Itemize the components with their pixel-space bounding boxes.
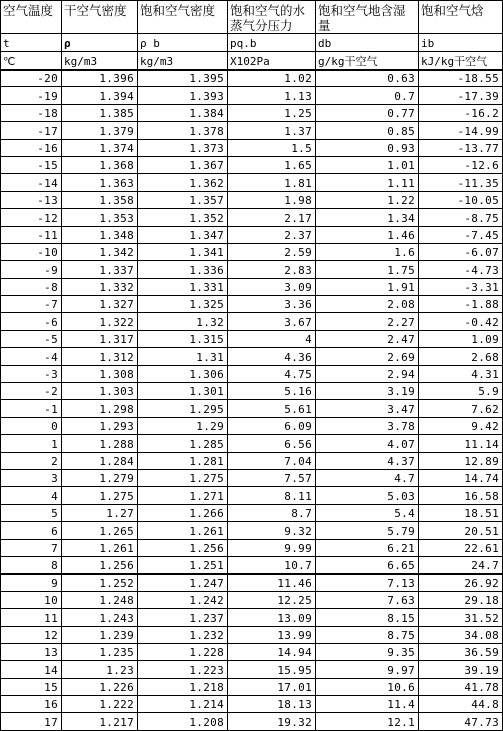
table-cell[interactable]: 1.261 bbox=[62, 539, 138, 556]
table-cell[interactable]: -14 bbox=[1, 174, 62, 191]
table-cell[interactable]: 0.85 bbox=[316, 122, 419, 139]
table-row bbox=[1, 348, 503, 365]
table-cell[interactable]: 5.79 bbox=[316, 522, 419, 539]
table-cell[interactable]: 1.81 bbox=[228, 174, 316, 191]
table-cell[interactable]: 1.368 bbox=[62, 156, 138, 173]
table-cell[interactable]: -3 bbox=[1, 365, 62, 382]
table-cell[interactable]: 1.243 bbox=[62, 609, 138, 626]
table-cell[interactable]: 1.239 bbox=[62, 626, 138, 643]
table-cell[interactable]: 1.91 bbox=[316, 278, 419, 295]
table-cell[interactable]: 1.37 bbox=[228, 122, 316, 139]
table-row bbox=[1, 174, 503, 191]
table-row bbox=[1, 591, 503, 608]
table-cell[interactable]: 0.93 bbox=[316, 139, 419, 156]
table-cell[interactable]: 1.22 bbox=[316, 191, 419, 208]
table-cell[interactable]: -0.42 bbox=[419, 313, 503, 330]
table-cell[interactable]: 1.34 bbox=[316, 209, 419, 226]
table-cell[interactable]: 1.256 bbox=[62, 556, 138, 573]
table-cell[interactable]: 1.235 bbox=[62, 643, 138, 660]
table-cell[interactable]: 5.61 bbox=[228, 400, 316, 417]
table-cell[interactable]: 1.226 bbox=[62, 678, 138, 695]
header-title-cell[interactable]: 干空气密度 bbox=[62, 1, 138, 34]
table-cell[interactable]: 4.75 bbox=[228, 365, 316, 382]
table-cell[interactable]: 1.373 bbox=[138, 139, 228, 156]
table-cell[interactable]: 15.95 bbox=[228, 661, 316, 678]
table-cell[interactable]: 8.15 bbox=[316, 609, 419, 626]
header-title-cell[interactable]: 饱和空气焓 bbox=[419, 1, 503, 34]
table-cell[interactable]: 1.279 bbox=[62, 469, 138, 486]
table-cell[interactable]: 2.94 bbox=[316, 365, 419, 382]
table-cell[interactable]: 1.27 bbox=[62, 504, 138, 521]
table-cell[interactable]: 1.217 bbox=[62, 713, 138, 730]
table-cell[interactable]: 3.09 bbox=[228, 278, 316, 295]
table-cell[interactable]: 9.97 bbox=[316, 661, 419, 678]
table-cell[interactable]: 10.7 bbox=[228, 556, 316, 573]
table-cell[interactable]: 1.31 bbox=[138, 348, 228, 365]
table-cell[interactable]: 1.317 bbox=[62, 330, 138, 347]
table-cell[interactable]: 6.56 bbox=[228, 435, 316, 452]
table-cell[interactable]: 1.301 bbox=[138, 383, 228, 400]
table-cell[interactable]: 1.281 bbox=[138, 452, 228, 469]
table-cell[interactable]: 3.67 bbox=[228, 313, 316, 330]
table-cell[interactable]: 7.13 bbox=[316, 574, 419, 591]
table-cell[interactable]: 4.07 bbox=[316, 435, 419, 452]
header-unit-cell[interactable]: X102Pa bbox=[228, 52, 316, 70]
table-cell[interactable]: 1.337 bbox=[62, 261, 138, 278]
table-cell[interactable]: 11.4 bbox=[316, 696, 419, 713]
table-cell[interactable]: 1.341 bbox=[138, 243, 228, 260]
table-cell[interactable]: 12.1 bbox=[316, 713, 419, 730]
table-cell[interactable]: 11.14 bbox=[419, 435, 503, 452]
table-cell[interactable]: 3.78 bbox=[316, 417, 419, 434]
table-cell[interactable]: 10.6 bbox=[316, 678, 419, 695]
table-cell[interactable]: 8.75 bbox=[316, 626, 419, 643]
table-cell[interactable]: 14 bbox=[1, 661, 62, 678]
table-cell[interactable]: 9.42 bbox=[419, 417, 503, 434]
table-cell[interactable]: 4 bbox=[228, 330, 316, 347]
header-symbol-cell[interactable]: t bbox=[1, 34, 62, 52]
table-cell[interactable]: 1.395 bbox=[138, 70, 228, 87]
table-cell[interactable]: -2 bbox=[1, 383, 62, 400]
header-symbol-cell[interactable]: pq.b bbox=[228, 34, 316, 52]
table-cell[interactable]: 1.285 bbox=[138, 435, 228, 452]
table-cell[interactable]: 1.65 bbox=[228, 156, 316, 173]
table-row bbox=[1, 296, 503, 313]
table-cell[interactable]: 1.358 bbox=[62, 191, 138, 208]
table-cell[interactable]: 9.32 bbox=[228, 522, 316, 539]
table-cell[interactable]: 1.232 bbox=[138, 626, 228, 643]
table-cell[interactable]: -20 bbox=[1, 70, 62, 87]
table-cell[interactable]: 1.336 bbox=[138, 261, 228, 278]
table-cell[interactable]: 1.252 bbox=[62, 574, 138, 591]
table-cell[interactable]: 2.47 bbox=[316, 330, 419, 347]
table-row bbox=[1, 139, 503, 156]
table-cell[interactable]: 1.347 bbox=[138, 226, 228, 243]
table-cell[interactable]: 31.52 bbox=[419, 609, 503, 626]
table-row bbox=[1, 556, 503, 573]
table-cell[interactable]: -12 bbox=[1, 209, 62, 226]
table-row bbox=[1, 487, 503, 504]
table-cell[interactable]: 1.32 bbox=[138, 313, 228, 330]
table-cell[interactable]: 12 bbox=[1, 626, 62, 643]
table-cell[interactable]: 3.36 bbox=[228, 296, 316, 313]
table-cell[interactable]: 1.393 bbox=[138, 87, 228, 104]
table-cell[interactable]: 1.315 bbox=[138, 330, 228, 347]
header-symbol-cell[interactable]: ρ b bbox=[138, 34, 228, 52]
table-cell[interactable]: -5 bbox=[1, 330, 62, 347]
table-cell[interactable]: -7 bbox=[1, 296, 62, 313]
table-cell[interactable]: 7.63 bbox=[316, 591, 419, 608]
table-cell[interactable]: 34.08 bbox=[419, 626, 503, 643]
table-cell[interactable]: 12.25 bbox=[228, 591, 316, 608]
table-cell[interactable]: 3.19 bbox=[316, 383, 419, 400]
table-cell[interactable]: 24.7 bbox=[419, 556, 503, 573]
header-title-cell[interactable]: 空气温度 bbox=[1, 1, 62, 34]
table-cell[interactable]: 0.77 bbox=[316, 104, 419, 121]
table-cell[interactable]: 1.331 bbox=[138, 278, 228, 295]
table-cell[interactable]: -18.55 bbox=[419, 70, 503, 87]
table-row bbox=[1, 209, 503, 226]
table-row bbox=[1, 313, 503, 330]
table-cell[interactable]: 13.99 bbox=[228, 626, 316, 643]
table-cell[interactable]: 29.18 bbox=[419, 591, 503, 608]
table-cell[interactable]: 11 bbox=[1, 609, 62, 626]
header-unit-cell[interactable]: kg/m3 bbox=[138, 52, 228, 70]
table-cell[interactable]: 1.363 bbox=[62, 174, 138, 191]
table-row bbox=[1, 574, 503, 591]
table-cell[interactable]: 1.385 bbox=[62, 104, 138, 121]
table-cell[interactable]: 1.223 bbox=[138, 661, 228, 678]
header-symbol-row bbox=[1, 34, 503, 52]
table-cell[interactable]: -17 bbox=[1, 122, 62, 139]
table-cell[interactable]: 1.275 bbox=[138, 469, 228, 486]
header-symbol-cell[interactable]: ib bbox=[419, 34, 503, 52]
table-cell[interactable]: 1.295 bbox=[138, 400, 228, 417]
table-row bbox=[1, 191, 503, 208]
table-cell[interactable]: 1.353 bbox=[62, 209, 138, 226]
table-cell[interactable]: 1.379 bbox=[62, 122, 138, 139]
table-cell[interactable]: 1.288 bbox=[62, 435, 138, 452]
table-cell[interactable]: 19.32 bbox=[228, 713, 316, 730]
table-cell[interactable]: 16.58 bbox=[419, 487, 503, 504]
table-cell[interactable]: 12.89 bbox=[419, 452, 503, 469]
table-row bbox=[1, 156, 503, 173]
table-cell[interactable]: 1.312 bbox=[62, 348, 138, 365]
table-row bbox=[1, 435, 503, 452]
header-unit-cell[interactable]: kJ/kg干空气 bbox=[419, 52, 503, 70]
table-cell[interactable]: 1.208 bbox=[138, 713, 228, 730]
table-cell[interactable]: -8.75 bbox=[419, 209, 503, 226]
table-cell[interactable]: 1.242 bbox=[138, 591, 228, 608]
table-cell[interactable]: 1.322 bbox=[62, 313, 138, 330]
table-cell[interactable]: 22.61 bbox=[419, 539, 503, 556]
table-cell[interactable]: -13 bbox=[1, 191, 62, 208]
table-cell[interactable]: 1.02 bbox=[228, 70, 316, 87]
table-cell[interactable]: -17.39 bbox=[419, 87, 503, 104]
header-title-cell[interactable]: 饱和空气地含湿量 bbox=[316, 1, 419, 34]
table-row bbox=[1, 522, 503, 539]
table-row bbox=[1, 678, 503, 695]
table-cell[interactable]: -10.05 bbox=[419, 191, 503, 208]
table-cell[interactable]: 7 bbox=[1, 539, 62, 556]
table-cell[interactable]: 1.228 bbox=[138, 643, 228, 660]
table-cell[interactable]: 15 bbox=[1, 678, 62, 695]
table-cell[interactable]: 13.09 bbox=[228, 609, 316, 626]
table-cell[interactable]: 2.69 bbox=[316, 348, 419, 365]
table-cell[interactable]: 1.266 bbox=[138, 504, 228, 521]
table-row bbox=[1, 87, 503, 104]
table-cell[interactable]: 1.342 bbox=[62, 243, 138, 260]
table-cell[interactable]: 6 bbox=[1, 522, 62, 539]
table-cell[interactable]: -16.2 bbox=[419, 104, 503, 121]
table-cell[interactable]: 1.303 bbox=[62, 383, 138, 400]
header-symbol-cell[interactable]: db bbox=[316, 34, 419, 52]
table-cell[interactable]: 2.68 bbox=[419, 348, 503, 365]
table-cell[interactable]: -4 bbox=[1, 348, 62, 365]
table-row bbox=[1, 696, 503, 713]
table-cell[interactable]: 1.98 bbox=[228, 191, 316, 208]
table-cell[interactable]: 5.03 bbox=[316, 487, 419, 504]
table-cell[interactable]: 1.275 bbox=[62, 487, 138, 504]
table-cell[interactable]: 4.31 bbox=[419, 365, 503, 382]
table-cell[interactable]: 2.08 bbox=[316, 296, 419, 313]
header-symbol-cell[interactable]: ρ bbox=[62, 34, 138, 52]
table-cell[interactable]: 17.01 bbox=[228, 678, 316, 695]
table-cell[interactable]: 1.09 bbox=[419, 330, 503, 347]
table-cell[interactable]: 1.251 bbox=[138, 556, 228, 573]
table-cell[interactable]: -10 bbox=[1, 243, 62, 260]
table-cell[interactable]: 6.09 bbox=[228, 417, 316, 434]
table-cell[interactable]: -19 bbox=[1, 87, 62, 104]
table-cell[interactable]: 7.62 bbox=[419, 400, 503, 417]
table-cell[interactable]: 1.293 bbox=[62, 417, 138, 434]
table-cell[interactable]: 1.306 bbox=[138, 365, 228, 382]
table-cell[interactable]: -3.31 bbox=[419, 278, 503, 295]
table-cell[interactable]: 2.59 bbox=[228, 243, 316, 260]
table-cell[interactable]: -13.77 bbox=[419, 139, 503, 156]
table-row bbox=[1, 643, 503, 660]
table-cell[interactable]: 1.29 bbox=[138, 417, 228, 434]
table-cell[interactable]: -6.07 bbox=[419, 243, 503, 260]
table-row bbox=[1, 243, 503, 260]
table-cell[interactable]: -16 bbox=[1, 139, 62, 156]
table-cell[interactable]: 11.46 bbox=[228, 574, 316, 591]
table-row bbox=[1, 661, 503, 678]
table-cell[interactable]: 2.37 bbox=[228, 226, 316, 243]
table-row bbox=[1, 330, 503, 347]
table-row bbox=[1, 452, 503, 469]
table-cell[interactable]: 1.13 bbox=[228, 87, 316, 104]
table-cell[interactable]: 7.04 bbox=[228, 452, 316, 469]
table-cell[interactable]: 1 bbox=[1, 435, 62, 452]
header-unit-cell[interactable]: ℃ bbox=[1, 52, 62, 70]
table-cell[interactable]: 1.6 bbox=[316, 243, 419, 260]
table-cell[interactable]: -11.35 bbox=[419, 174, 503, 191]
table-row bbox=[1, 504, 503, 521]
table-cell[interactable]: 9.35 bbox=[316, 643, 419, 660]
table-row bbox=[1, 122, 503, 139]
table-cell[interactable]: 6.65 bbox=[316, 556, 419, 573]
table-cell[interactable]: 1.298 bbox=[62, 400, 138, 417]
table-cell[interactable]: 1.378 bbox=[138, 122, 228, 139]
table-body bbox=[1, 70, 503, 731]
table-cell[interactable]: -4.73 bbox=[419, 261, 503, 278]
table-cell[interactable]: 1.374 bbox=[62, 139, 138, 156]
table-row bbox=[1, 365, 503, 382]
table-cell[interactable]: 1.271 bbox=[138, 487, 228, 504]
table-cell[interactable]: 1.384 bbox=[138, 104, 228, 121]
table-cell[interactable]: 17 bbox=[1, 713, 62, 730]
table-cell[interactable]: 1.265 bbox=[62, 522, 138, 539]
table-row bbox=[1, 261, 503, 278]
table-cell[interactable]: 1.284 bbox=[62, 452, 138, 469]
table-row bbox=[1, 226, 503, 243]
table-cell[interactable]: 1.214 bbox=[138, 696, 228, 713]
table-cell[interactable]: 18.51 bbox=[419, 504, 503, 521]
table-cell[interactable]: 1.256 bbox=[138, 539, 228, 556]
header-unit-cell[interactable]: g/kg干空气 bbox=[316, 52, 419, 70]
table-cell[interactable]: 16 bbox=[1, 696, 62, 713]
table-cell[interactable]: 2.27 bbox=[316, 313, 419, 330]
table-cell[interactable]: 9.99 bbox=[228, 539, 316, 556]
table-cell[interactable]: 9 bbox=[1, 574, 62, 591]
table-cell[interactable]: 1.261 bbox=[138, 522, 228, 539]
table-cell[interactable]: 0.7 bbox=[316, 87, 419, 104]
table-cell[interactable]: 47.73 bbox=[419, 713, 503, 730]
table-cell[interactable]: 1.394 bbox=[62, 87, 138, 104]
table-cell[interactable]: 1.218 bbox=[138, 678, 228, 695]
table-cell[interactable]: 1.23 bbox=[62, 661, 138, 678]
table-cell[interactable]: 5.16 bbox=[228, 383, 316, 400]
table-cell[interactable]: 36.59 bbox=[419, 643, 503, 660]
table-cell[interactable]: 6.21 bbox=[316, 539, 419, 556]
table-cell[interactable]: 1.327 bbox=[62, 296, 138, 313]
table-cell[interactable]: 7.57 bbox=[228, 469, 316, 486]
table-cell[interactable]: -9 bbox=[1, 261, 62, 278]
table-cell[interactable]: 1.332 bbox=[62, 278, 138, 295]
table-cell[interactable]: 2 bbox=[1, 452, 62, 469]
table-cell[interactable]: 1.222 bbox=[62, 696, 138, 713]
table-cell[interactable]: 1.75 bbox=[316, 261, 419, 278]
table-cell[interactable]: 10 bbox=[1, 591, 62, 608]
table-row bbox=[1, 626, 503, 643]
table-cell[interactable]: 1.247 bbox=[138, 574, 228, 591]
table-cell[interactable]: 1.01 bbox=[316, 156, 419, 173]
table-cell[interactable]: 14.74 bbox=[419, 469, 503, 486]
table-cell[interactable]: 44.8 bbox=[419, 696, 503, 713]
table-row bbox=[1, 539, 503, 556]
table-cell[interactable]: 1.46 bbox=[316, 226, 419, 243]
table-cell[interactable]: 13 bbox=[1, 643, 62, 660]
table-cell[interactable]: -6 bbox=[1, 313, 62, 330]
table-cell[interactable]: 1.11 bbox=[316, 174, 419, 191]
table-cell[interactable]: 1.367 bbox=[138, 156, 228, 173]
table-row bbox=[1, 104, 503, 121]
table-cell[interactable]: 14.94 bbox=[228, 643, 316, 660]
table-cell[interactable]: 8.7 bbox=[228, 504, 316, 521]
table-cell[interactable]: 2.83 bbox=[228, 261, 316, 278]
table-cell[interactable]: 39.19 bbox=[419, 661, 503, 678]
table-cell[interactable]: 8 bbox=[1, 556, 62, 573]
header-unit-cell[interactable]: kg/m3 bbox=[62, 52, 138, 70]
table-cell[interactable]: 20.51 bbox=[419, 522, 503, 539]
table-cell[interactable]: 4.7 bbox=[316, 469, 419, 486]
table-cell[interactable]: 1.348 bbox=[62, 226, 138, 243]
table-cell[interactable]: 5.9 bbox=[419, 383, 503, 400]
table-cell[interactable]: -18 bbox=[1, 104, 62, 121]
table-cell[interactable]: 4.37 bbox=[316, 452, 419, 469]
table-cell[interactable]: 1.25 bbox=[228, 104, 316, 121]
table-row bbox=[1, 70, 503, 87]
table-cell[interactable]: 18.13 bbox=[228, 696, 316, 713]
table-cell[interactable]: 3.47 bbox=[316, 400, 419, 417]
table-cell[interactable]: 1.352 bbox=[138, 209, 228, 226]
table-cell[interactable]: -15 bbox=[1, 156, 62, 173]
table-cell[interactable]: -7.45 bbox=[419, 226, 503, 243]
table-cell[interactable]: -11 bbox=[1, 226, 62, 243]
table-cell[interactable]: 0 bbox=[1, 417, 62, 434]
table-row bbox=[1, 400, 503, 417]
table-row bbox=[1, 609, 503, 626]
table-cell[interactable]: 1.5 bbox=[228, 139, 316, 156]
table-cell[interactable]: 1.325 bbox=[138, 296, 228, 313]
table-cell[interactable]: -1 bbox=[1, 400, 62, 417]
table-cell[interactable]: 1.248 bbox=[62, 591, 138, 608]
table-cell[interactable]: 4.36 bbox=[228, 348, 316, 365]
table-cell[interactable]: -8 bbox=[1, 278, 62, 295]
table-cell[interactable]: -1.88 bbox=[419, 296, 503, 313]
table-cell[interactable]: 4 bbox=[1, 487, 62, 504]
table-cell[interactable]: 1.308 bbox=[62, 365, 138, 382]
table-cell[interactable]: 5.4 bbox=[316, 504, 419, 521]
table-cell[interactable]: 26.92 bbox=[419, 574, 503, 591]
table-cell[interactable]: -14.99 bbox=[419, 122, 503, 139]
table-cell[interactable]: 5 bbox=[1, 504, 62, 521]
table-row bbox=[1, 469, 503, 486]
table-cell[interactable]: 2.17 bbox=[228, 209, 316, 226]
table-cell[interactable]: 1.362 bbox=[138, 174, 228, 191]
table-row bbox=[1, 417, 503, 434]
table-cell[interactable]: 1.396 bbox=[62, 70, 138, 87]
header-title-cell[interactable]: 饱和空气的水蒸气分压力 bbox=[228, 1, 316, 34]
table-cell[interactable]: 1.237 bbox=[138, 609, 228, 626]
header-title-row bbox=[1, 1, 503, 34]
table-cell[interactable]: 1.357 bbox=[138, 191, 228, 208]
table-row bbox=[1, 713, 503, 730]
table-cell[interactable]: 8.11 bbox=[228, 487, 316, 504]
table-cell[interactable]: -12.6 bbox=[419, 156, 503, 173]
table-row bbox=[1, 278, 503, 295]
header-title-cell[interactable]: 饱和空气密度 bbox=[138, 1, 228, 34]
table-cell[interactable]: 3 bbox=[1, 469, 62, 486]
table-row bbox=[1, 383, 503, 400]
header-unit-row bbox=[1, 52, 503, 70]
table-cell[interactable]: 41.78 bbox=[419, 678, 503, 695]
table-cell[interactable]: 0.63 bbox=[316, 70, 419, 87]
